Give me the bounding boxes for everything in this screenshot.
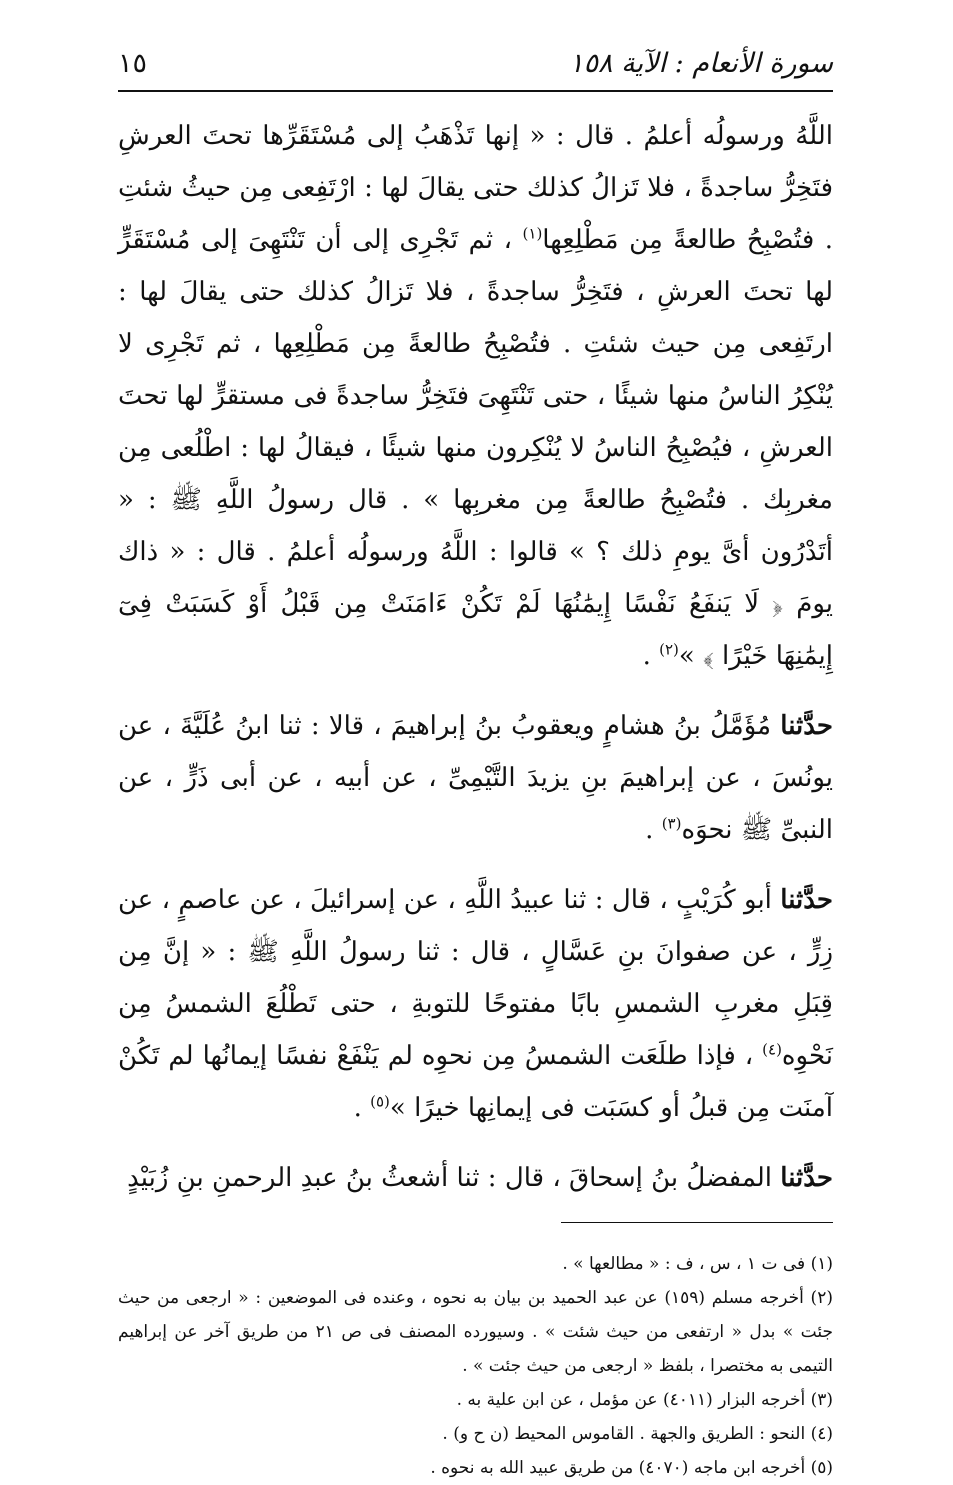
footnote: (١) فى ت ١ ، س ، ف : « مطالعها » . [562, 1254, 833, 1274]
paragraph-lead: حدَّثنا [780, 711, 833, 741]
footnote-ref: (٢) [659, 640, 679, 659]
paragraph-text: . [642, 641, 651, 671]
footnote: (٢) أخرجه مسلم (١٥٩) عن عبد الحميد بن بيان به نحوه ، وعنده فى الموضعين : « ارجعى من حيث جئت » بدل « ارتفعى من حيث شئت » . وسيورده المصنف فى ص ٢١ من طريق آخر عن إبراهيم التيمى به مختصرا ، بلفظ « ارجعى من حيث جئت » . [118, 1288, 833, 1376]
footnote-divider [561, 1222, 833, 1223]
paragraph-text: مُؤَمَّلُ بنُ هشامٍ ويعقوبُ بنُ إبراهيمَ ، قالا : ثنا ابنُ عُلَيَّةَ ، عن يونُسَ ، عن إبراهيمَ بنِ يزيدَ التَّيْمِىِّ ، عن أبيه ، عن أبى ذَرٍّ ، عن النبىِّ ﷺ نحوَه [118, 711, 833, 845]
footnote-ref: (٣) [661, 814, 682, 833]
footnote-ref: (١) [522, 224, 543, 243]
paragraph [118, 700, 833, 856]
paragraph-text: . [645, 815, 654, 845]
paragraph [118, 1152, 833, 1204]
paragraph-lead: حدَّثنا [780, 885, 833, 915]
paragraph-text: أبو كُرَيْبٍ ، قال : ثنا عبيدُ اللَّهِ ، عن إسرائيلَ ، عن عاصمٍ ، عن زِرٍّ ، عن صفوانَ بنِ عَسَّالٍ ، قال : ثنا رسولُ اللَّهِ ﷺ : « إنَّ مِن قِبَلِ مغربِ الشمسِ بابًا مفتوحًا للتوبةِ ، حتى تَطْلُعَ الشمسُ مِن نَحْوِه [118, 885, 833, 1071]
paragraph-text: اللَّهُ ورسولُه أعلمُ . قال : « إنها تَذْهَبُ إلى مُسْتَقَرِّها تحتَ العرشِ فتَخِرُّ ساجدةً ، فلا تَزالُ كذلك حتى يقالَ لها : ارْتَفِعى مِن حيثُ شئتِ . فتُصْبِحُ طالعةً مِن مَطْلِعِها [118, 121, 833, 255]
footnote: (٣) أخرجه البزار (٤٠١١) عن مؤمل ، عن ابن علية به . [456, 1390, 833, 1410]
paragraph [118, 110, 833, 682]
footnotes [118, 1247, 833, 1485]
running-title: سورة الأنعام : الآية ١٥٨ [569, 48, 833, 79]
footnote-ref: (٥) [370, 1092, 390, 1111]
paragraph-text: . [353, 1093, 362, 1123]
paragraph-text: المفضلُ بنُ إسحاقَ ، قال : ثنا أشعثُ بنُ عبدِ الرحمنِ بنِ زُبَيْدٍ [127, 1163, 772, 1193]
page-header [118, 40, 833, 92]
footnote-ref: (٤) [762, 1040, 782, 1059]
page-number: ١٥ [118, 48, 148, 79]
main-text [118, 110, 833, 1204]
paragraph [118, 874, 833, 1134]
footnote: (٤) النحو : الطريق والجهة . القاموس المحيط (ن ح و) . [442, 1424, 833, 1444]
paragraph-text: ، ثم تَجْرِى إلى أن تَنْتَهِىَ إلى مُسْتَقَرٍّ لها تحتَ العرشِ ، فتَخِرُّ ساجدةً ، فلا تَزالُ كذلك حتى يقالَ لها : ارتَفِعى مِن حيث شئتِ . فتُصْبِحُ طالعةً مِن مَطْلِعِها ، ثم تَجْرِى لا يُنْكِرُ الناسُ منها شيئًا ، حتى تَنْتَهِىَ فتَخِرُّ ساجدةً فى مستقرٍّ لها تحتَ العرشِ ، فيُصْبِحُ الناسُ لا يُنْكِرون منها شيئًا ، فيقالُ لها : اطْلُعى مِن مغربِك . فتُصْبِحُ طالعةً مِن مغربِها » . قال رسولُ اللَّهِ ﷺ : « أتَدْرُون أىَّ يومِ ذلك ؟ » قالوا : اللَّهُ ورسولُه أعلمُ . قال : « ذاك يومَ ﴿ لَا يَنفَعُ نَفْسًا إِيمَٰنُهَا لَمْ تَكُنْ ءَامَنَتْ مِن قَبْلُ أَوْ كَسَبَتْ فِىٓ إِيمَٰنِهَا خَيْرًا ﴾ » [118, 225, 833, 671]
footnote: (٥) أخرجه ابن ماجه (٤٠٧٠) من طريق عبيد الله به نحوه . [430, 1458, 833, 1478]
paragraph-text: ، فإذا طلَعَت الشمسُ مِن نحوِه لم يَنْفَعْ نفسًا إيمانُها لم تَكُنْ آمنَت مِن قبلُ أو كسَبَت فى إيمانِها خيرًا » [118, 1041, 833, 1123]
paragraph-lead: حدَّثنا [780, 1163, 833, 1193]
page [118, 40, 833, 1478]
